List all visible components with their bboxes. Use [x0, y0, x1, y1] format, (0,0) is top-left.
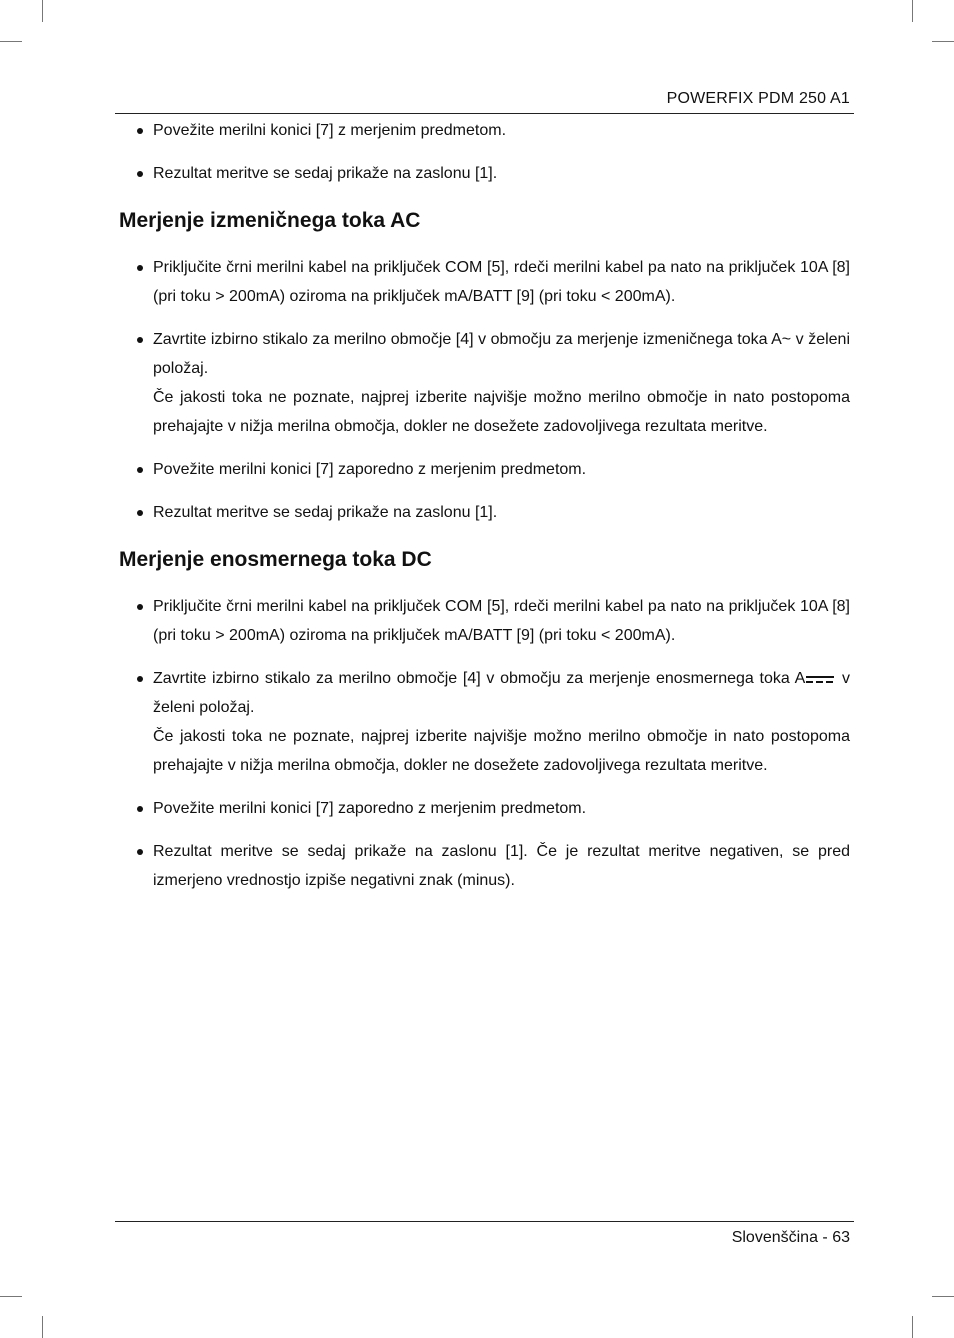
crop-mark-bottom-left [0, 1296, 22, 1297]
list-item: Rezultat meritve se sedaj prikaže na zaslonu [1]. [115, 159, 850, 188]
crop-mark-top-right [912, 0, 913, 22]
section-heading-dc: Merjenje enosmernega toka DC [119, 548, 432, 571]
crop-mark-top-right [932, 41, 954, 42]
list-item: Zavrtite izbirno stikalo za merilno območje [4] v območju za merjenje enosmernega toka A v želeni položaj. Če jakosti toka ne poznate, najprej izberite najvišje možno merilno območje in nato postopoma prehajajte v nižja merilna območja, dokler ne dosežete zadovoljivega rezultata meritve. [115, 664, 850, 780]
list-item: Priključite črni merilni kabel na priključek COM [5], rdeči merilni kabel pa nato na priključek 10A [8] (pri toku > 200mA) oziroma na priključek mA/BATT [9] (pri toku < 200mA). [115, 592, 850, 650]
page-header-title: POWERFIX PDM 250 A1 [666, 90, 850, 107]
page-footer-number: Slovenščina - 63 [731, 1229, 850, 1246]
crop-mark-bottom-right [912, 1316, 913, 1338]
crop-mark-top-left [42, 0, 43, 22]
crop-mark-bottom-right [932, 1296, 954, 1297]
dc-current-icon [806, 674, 834, 684]
list-item: Povežite merilni konici [7] zaporedno z merjenim predmetom. [115, 455, 850, 484]
list-item: Zavrtite izbirno stikalo za merilno območje [4] v območju za merjenje izmeničnega toka A~ v želeni položaj. Če jakosti toka ne poznate, najprej izberite najvišje možno merilno območje in nato postopoma prehajajte v nižja merilna območja, dokler ne dosežete zadovoljivega rezultata meritve. [115, 325, 850, 441]
footer-rule [115, 1221, 854, 1222]
bullet-icon [137, 510, 143, 516]
bullet-icon [137, 676, 143, 682]
crop-mark-bottom-left [42, 1316, 43, 1338]
list-item: Povežite merilni konici [7] z merjenim predmetom. [115, 116, 850, 145]
list-item: Priključite črni merilni kabel na priključek COM [5], rdeči merilni kabel pa nato na priključek 10A [8] (pri toku > 200mA) oziroma na priključek mA/BATT [9] (pri toku < 200mA). [115, 253, 850, 311]
crop-mark-top-left [0, 41, 22, 42]
bullet-icon [137, 806, 143, 812]
bullet-icon [137, 604, 143, 610]
header-rule [115, 113, 854, 114]
bullet-icon [137, 337, 143, 343]
bullet-icon [137, 265, 143, 271]
bullet-icon [137, 128, 143, 134]
list-item: Povežite merilni konici [7] zaporedno z merjenim predmetom. [115, 794, 850, 823]
bullet-icon [137, 467, 143, 473]
page-content [115, 116, 850, 895]
list-item: Rezultat meritve se sedaj prikaže na zaslonu [1]. [115, 498, 850, 527]
bullet-icon [137, 171, 143, 177]
list-item: Rezultat meritve se sedaj prikaže na zaslonu [1]. Če je rezultat meritve negativen, se pred izmerjeno vrednostjo izpiše negativni znak (minus). [115, 837, 850, 895]
bullet-icon [137, 849, 143, 855]
section-heading-ac: Merjenje izmeničnega toka AC [119, 209, 421, 232]
